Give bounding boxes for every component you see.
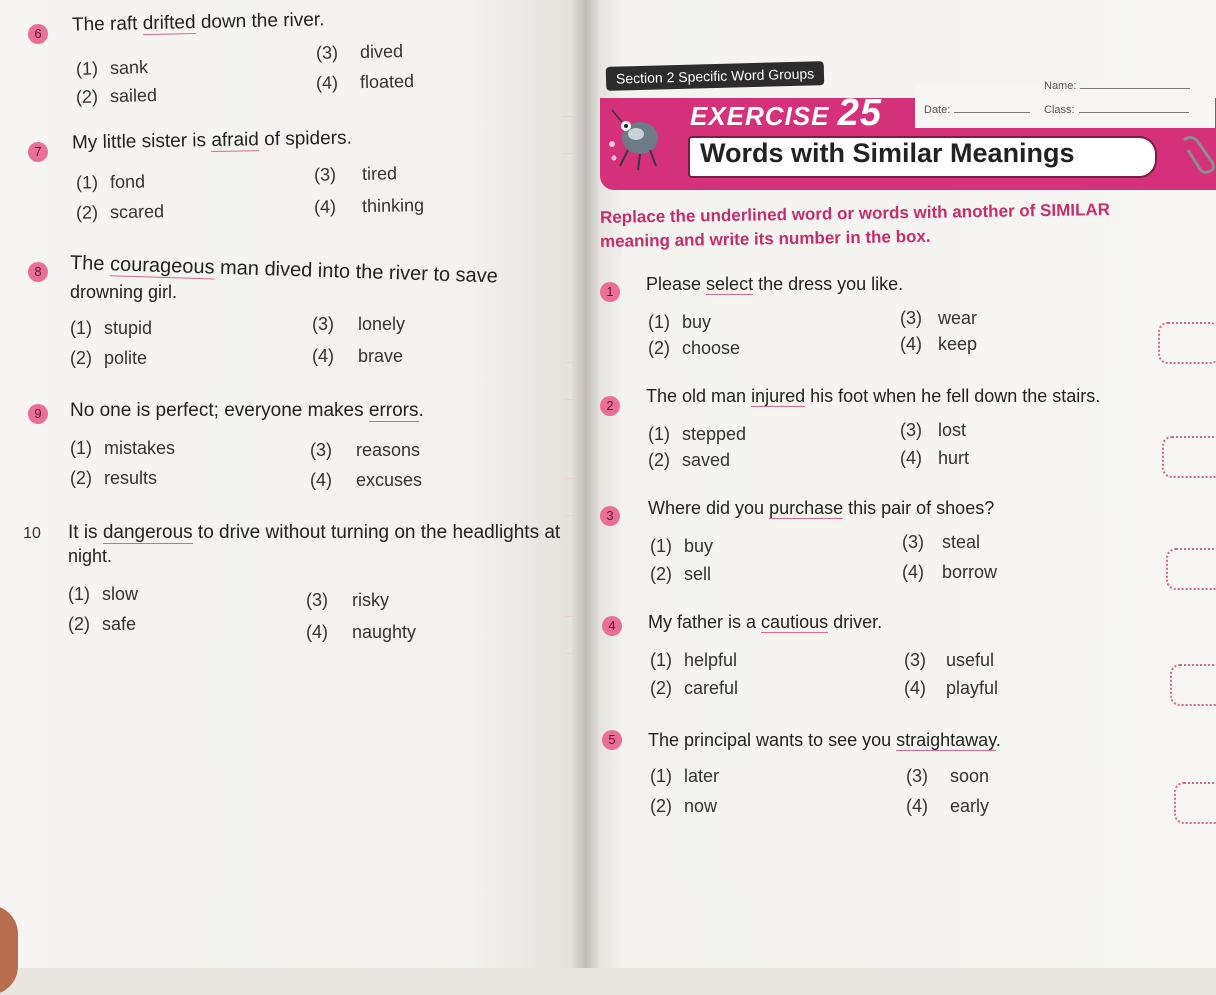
underlined-word: afraid — [211, 129, 260, 152]
question-number-6: 6 — [28, 24, 48, 44]
underlined-word: drifted — [142, 12, 196, 35]
question-7-stem: My little sister is afraid of spiders. — [71, 127, 352, 154]
option-3-1: (1) buy — [650, 536, 714, 556]
option-1-4: (4) keep — [900, 334, 978, 354]
question-5-stem: The principal wants to see you straightaway. — [648, 730, 1001, 750]
question-number-1: 1 — [600, 282, 620, 302]
question-number-4: 4 — [602, 616, 622, 636]
option-1-1: (1) buy — [648, 312, 712, 332]
option-10-3: (3) risky — [306, 590, 389, 610]
question-10-stem: It is dangerous to drive without turning on the headlights at — [68, 522, 561, 543]
option-2-3: (3) lost — [900, 420, 967, 440]
answer-box-4[interactable] — [1170, 664, 1216, 706]
option-9-2: (2) results — [70, 468, 158, 488]
option-2-1: (1) stepped — [648, 424, 747, 444]
option-5-2: (2) now — [650, 796, 718, 816]
class-field: Class: — [1044, 104, 1189, 116]
option-9-1: (1) mistakes — [70, 438, 176, 458]
underlined-word: errors — [368, 400, 419, 421]
question-number-7: 7 — [28, 142, 48, 162]
bug-mascot-icon — [604, 104, 668, 176]
option-5-4: (4) early — [906, 796, 990, 816]
option-7-2: (2) scared — [75, 201, 165, 223]
date-field: Date: — [924, 104, 1030, 116]
option-4-2: (2) careful — [650, 678, 739, 698]
answer-box-3[interactable] — [1166, 548, 1216, 590]
option-9-4: (4) excuses — [310, 470, 423, 490]
question-4-stem: My father is a cautious driver. — [648, 612, 883, 632]
option-5-1: (1) later — [650, 766, 720, 786]
answer-box-1[interactable] — [1158, 322, 1216, 364]
option-6-3: (3) dived — [315, 41, 404, 63]
instruction-line-2: meaning and write its number in the box. — [599, 226, 931, 251]
underlined-word: courageous — [109, 253, 215, 279]
option-10-1: (1) slow — [68, 584, 139, 604]
option-8-3: (3) lonely — [312, 314, 406, 334]
option-8-4: (4) brave — [312, 346, 404, 366]
question-6-stem: The raft drifted down the river. — [71, 9, 325, 36]
underlined-word: cautious — [761, 612, 829, 632]
question-8-stem-line2: drowning girl. — [70, 282, 178, 302]
page-title: Words with Similar Meanings — [700, 138, 1075, 168]
question-number-2: 2 — [600, 396, 620, 416]
option-10-4: (4) naughty — [306, 622, 417, 642]
question-number-3: 3 — [600, 506, 620, 526]
question-9-stem: No one is perfect; everyone makes errors. — [70, 400, 424, 421]
option-6-4: (4) floated — [315, 70, 415, 94]
option-3-4: (4) borrow — [902, 562, 998, 582]
option-1-3: (3) wear — [900, 308, 978, 328]
option-3-2: (2) sell — [650, 564, 712, 584]
question-number-5: 5 — [602, 730, 622, 750]
option-6-1: (1) sank — [75, 57, 149, 79]
underlined-word: purchase — [769, 498, 844, 518]
option-7-1: (1) fond — [75, 171, 146, 193]
question-2-stem: The old man injured his foot when he fell down the stairs. — [646, 386, 1101, 406]
question-8-stem: The courageous man dived into the river to save — [69, 252, 499, 288]
answer-box-edge — [564, 116, 579, 154]
option-7-3: (3) tired — [313, 163, 398, 185]
option-10-2: (2) safe — [68, 614, 137, 634]
question-number-10: 10 — [23, 525, 41, 542]
option-5-3: (3) soon — [906, 766, 990, 786]
answer-box-edge — [566, 478, 581, 516]
answer-box-2[interactable] — [1162, 436, 1216, 478]
option-8-1: (1) stupid — [70, 318, 153, 338]
option-4-1: (1) helpful — [650, 650, 738, 670]
question-1-stem: Please select the dress you like. — [646, 274, 904, 294]
instruction-line-1: Replace the underlined word or words with another of SIMILAR — [599, 199, 1111, 227]
question-3-stem: Where did you purchase this pair of shoes? — [648, 498, 995, 518]
answer-box-5[interactable] — [1174, 782, 1216, 824]
option-1-2: (2) choose — [648, 338, 741, 358]
option-4-3: (3) useful — [904, 650, 995, 670]
option-7-4: (4) thinking — [313, 195, 425, 217]
option-4-4: (4) playful — [904, 678, 999, 698]
option-8-2: (2) polite — [70, 348, 148, 368]
paperclip-icon — [1178, 132, 1216, 174]
section-tag: Section 2 Specific Word Groups — [606, 61, 825, 91]
option-2-2: (2) saved — [648, 450, 731, 470]
option-3-3: (3) steal — [902, 532, 981, 552]
option-2-4: (4) hurt — [900, 448, 970, 468]
question-number-9: 9 — [28, 404, 48, 424]
underlined-word: straightaway — [896, 730, 996, 750]
exercise-title: EXERCISE 25 — [690, 92, 883, 134]
name-field: Name: — [1044, 80, 1190, 92]
question-number-8: 8 — [28, 262, 48, 282]
answer-box-edge — [566, 616, 581, 654]
answer-box-edge — [566, 362, 581, 400]
option-9-3: (3) reasons — [310, 440, 421, 460]
underlined-word: dangerous — [102, 522, 193, 543]
option-6-2: (2) sailed — [75, 84, 158, 108]
underlined-word: select — [706, 274, 754, 294]
question-10-stem-line2: night. — [68, 546, 113, 566]
underlined-word: injured — [751, 386, 806, 406]
